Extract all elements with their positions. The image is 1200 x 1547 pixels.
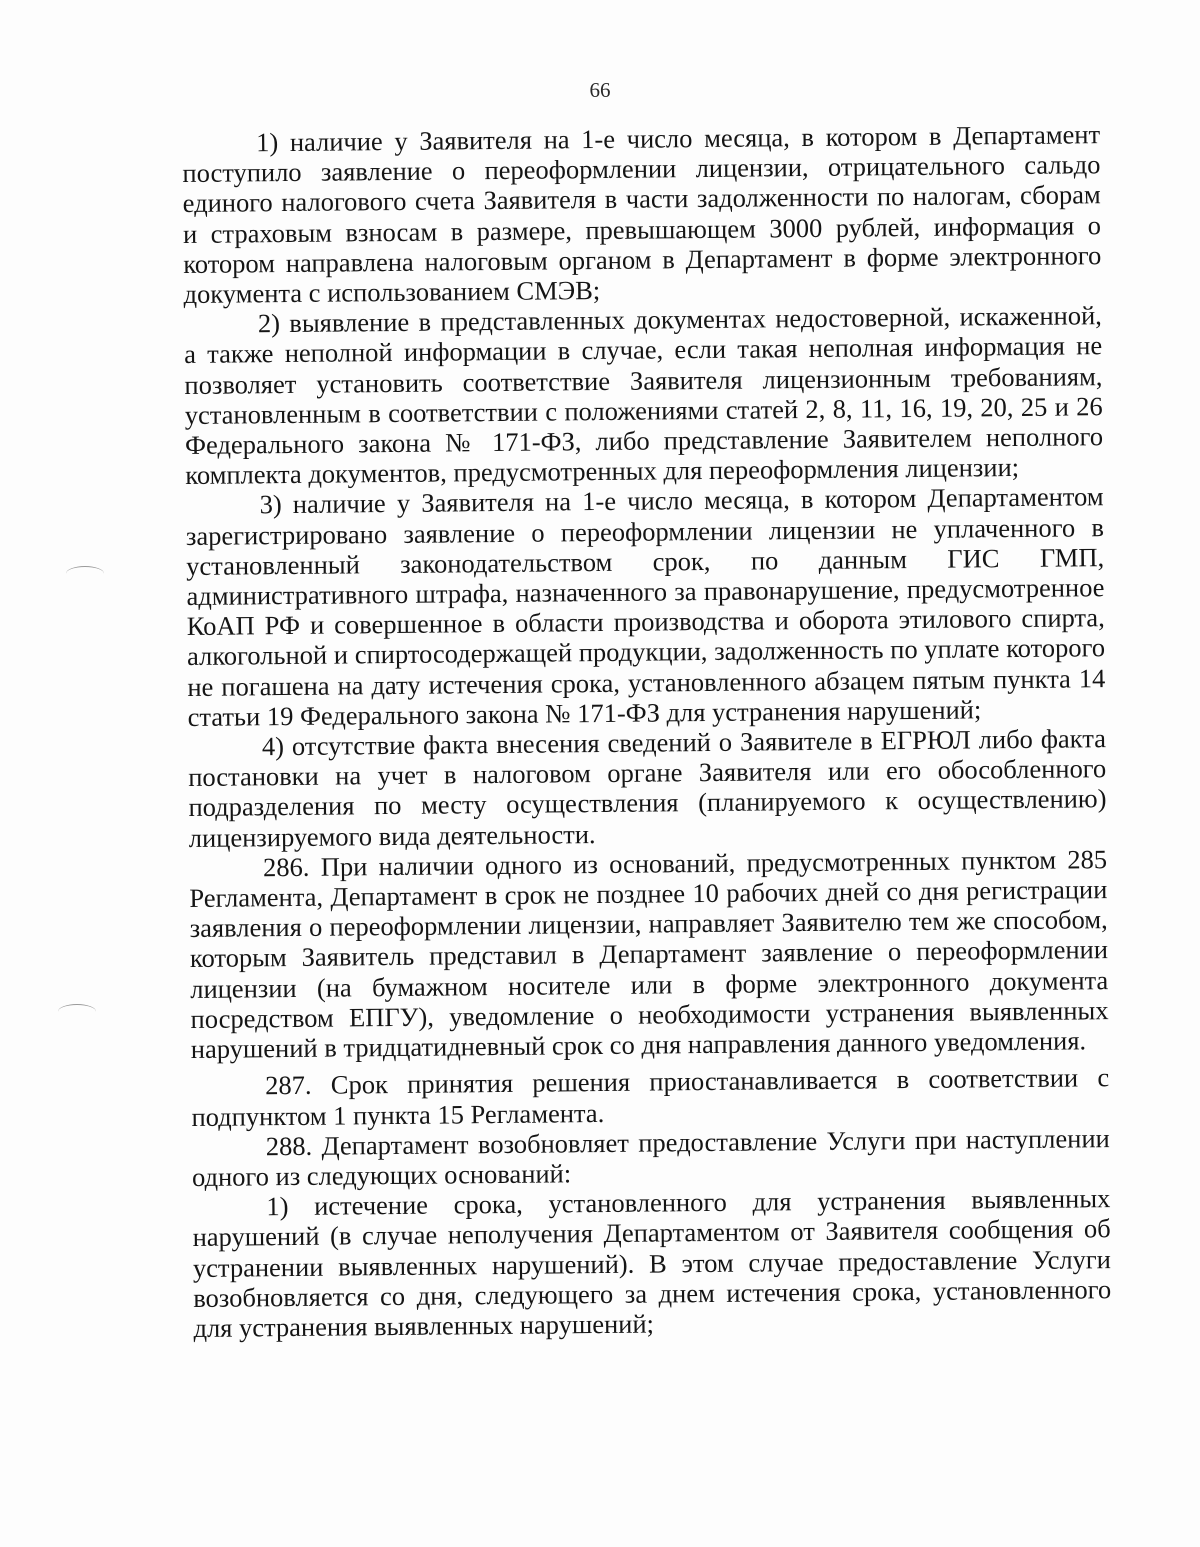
paragraph-288-item-1: 1) истечение срока, установленного для устранения выявленных нарушений (в случае неполучения Департаментом от Заявителя сообщения об устранении выявленных нарушений). В этом случае предоставление Услуги возобновляется со дня, следующего за днем истечения срока, установленного для устранения выявленных нарушений; <box>192 1183 1112 1343</box>
paragraph-286: 286. При наличии одного из оснований, предусмотренных пунктом 285 Регламента, Департамент в срок не позднее 10 рабочих дней со дня регистрации заявления о переоформлении лицензии, направляет Заявителю тем же способом, которым Заявитель представил в Департамент заявление о переоформлении лицензии (на бумажном носителе или в форме электронного документа посредством ЕПГУ), уведомление о необходимости устранения выявленных нарушений в тридцатидневный срок со дня направления данного уведомления. <box>189 844 1109 1065</box>
paragraph-287: 287. Срок принятия решения приостанавливается в соответствии с подпунктом 1 пункта 15 Регламента. <box>191 1062 1110 1132</box>
hole-punch-mark <box>66 566 104 581</box>
document-body <box>182 119 1112 1343</box>
paragraph-item-2: 2) выявление в представленных документах недостоверной, искаженной, а также неполной информации в случае, если такая неполная информация не позволяет установить соответствие Заявителя лицензионным требованиям, установленным в соответствии с положениями статей 2, 8, 11, 16, 19, 20, 25 и 26 Федерального закона № 171-ФЗ, либо представление Заявителем неполного комплекта документов, предусмотренных для переоформления лицензии; <box>184 300 1104 491</box>
paragraph-288: 288. Департамент возобновляет предоставление Услуги при наступлении одного из следующих оснований: <box>191 1122 1110 1192</box>
paragraph-item-1: 1) наличие у Заявителя на 1-е число месяца, в котором в Департамент поступило заявление о переоформлении лицензии, отрицательного сальдо единого налогового счета Заявителя в части задолженности по налогам, сборам и страховым взносам в размере, превышающем 3000 рублей, информация о котором направлена налоговым органом в Департамент в форме электронного документа с использованием СМЭВ; <box>182 119 1102 310</box>
page-number: 66 <box>589 78 611 102</box>
paragraph-item-3: 3) наличие у Заявителя на 1-е число месяца, в котором Департаментом зарегистрировано заявление о переоформлении лицензии не уплаченного в установленный законодательством срок, по данным ГИС ГМП, административного штрафа, назначенного за правонарушение, предусмотренное КоАП РФ и совершенное в области производства и оборота этилового спирта, алкогольной и спиртосодержащей продукции, задолженность по уплате которого не погашена на дату истечения срока, установленного абзацем пятым пункта 14 статьи 19 Федерального закона № 171-ФЗ для устранения нарушений; <box>185 481 1106 732</box>
hole-punch-mark <box>58 1004 96 1019</box>
paragraph-item-4: 4) отсутствие факта внесения сведений о Заявителе в ЕГРЮЛ либо факта постановки на учет в налоговом органе Заявителя или его обособленного подразделения по месту осуществления (планируемого к осуществлению) лицензируемого вида деятельности. <box>188 723 1107 853</box>
